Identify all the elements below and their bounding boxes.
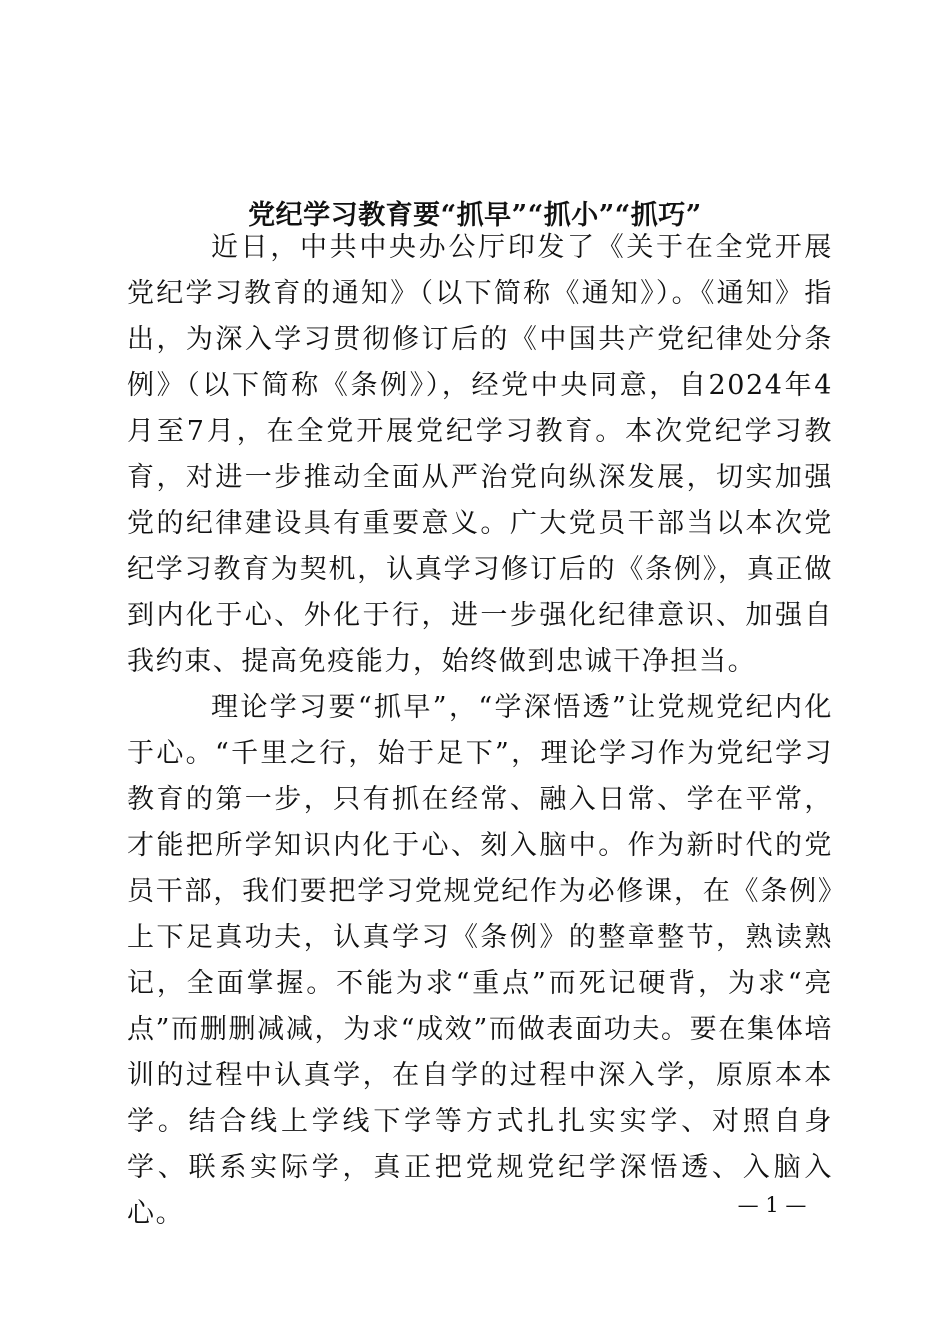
paragraph-theory-study: 理论学习要“抓早”，“学深悟透”让党规党纪内化于心。“千里之行，始于足下”，理论学习作为党纪学习教育的第一步，只有抓在经常、融入日常、学在平常，才能把所学知识内化于心、刻入脑中。作为新时代的党员干部，我们要把学习党规党纪作为必修课，在《条例》上下足真功夫，认真学习《条例》的整章整节，熟读熟记，全面掌握。不能为求“重点”而死记硬背，为求“亮点”而删删减减，为求“成效”而做表面功夫。要在集体培训的过程中认真学，在自学的过程中深入学，原原本本学。结合线上学线下学等方式扎扎实实学、对照自身学、联系实际学，真正把党规党纪学深悟透、入脑入心。 xyxy=(127,692,833,1229)
document-title: 党纪学习教育要“抓早”“抓小”“抓巧” xyxy=(248,200,702,232)
page-number: — 1 — xyxy=(737,1193,807,1217)
paragraph-intro: 近日，中共中央办公厅印发了《关于在全党开展党纪学习教育的通知》（以下简称《通知》）。《通知》指出，为深入学习贯彻修订后的《中国共产党纪律处分条例》（以下简称《条例》），经党中央同意，自2024年4月至7月，在全党开展党纪学习教育。本次党纪学习教育，对进一步推动全面从严治党向纵深发展，切实加强党的纪律建设具有重要意义。广大党员干部当以本次党纪学习教育为契机，认真学习修订后的《条例》，真正做到内化于心、外化于行，进一步强化纪律意识、加强自我约束、提高免疫能力，始终做到忠诚干净担当。 xyxy=(127,232,833,677)
document-body xyxy=(127,225,833,1237)
